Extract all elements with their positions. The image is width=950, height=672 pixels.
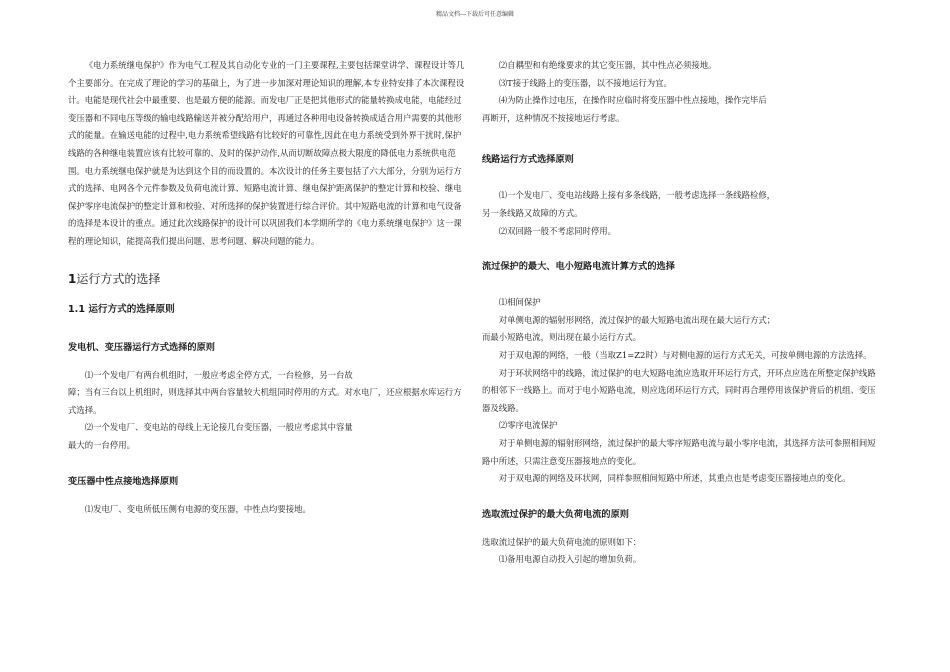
zero-sequence-p1: 对于单侧电源的辐射形网络，流过保护的最大零序短路电流与最小零序电流，其选择方法可参照相间短路中所述，只需注意变压器接地点的变化。 xyxy=(482,437,876,466)
rule-a2-rest: 最大的一台停用。 xyxy=(68,439,135,450)
phase-protection-p1-first: 对单侧电源的辐射形网络，流过保护的最大短路电流出现在最大运行方式； xyxy=(498,314,776,325)
heading-generator-transformer: 发电机、变压器运行方式选择的原则 xyxy=(68,341,215,353)
rule-b2: ⑵自耦型和有绝缘要求的其它变压器，其中性点必须接地。 xyxy=(498,60,717,70)
page-header: 精品文档---下载后可任意编辑 xyxy=(435,11,515,18)
subsection-heading: 1.1 运行方式的选择原则 xyxy=(68,303,175,315)
right-column xyxy=(482,57,880,569)
rule-a2-first: ⑵一个发电厂、变电站的母线上无论接几台变压器，一般应考虑其中容量 xyxy=(84,422,353,433)
rule-b1: ⑴发电厂、变电所低压侧有电源的变压器，中性点均要接地。 xyxy=(84,503,311,514)
left-column xyxy=(68,57,466,518)
rule-c1-rest: 另一条线路又故障的方式。 xyxy=(482,207,583,218)
rule-a1-first: ⑴一个发电厂有两台机组时，一般应考虑全停方式，一台检修，另一台故 xyxy=(84,369,353,380)
zero-sequence-p2: 对于双电源的网络及环状网，同样参照相间短路中所述，其重点也是考虑变压器接地点的变化。 xyxy=(498,473,851,484)
heading-short-circuit-current: 流过保护的最大、电小短路电流计算方式的选择 xyxy=(482,261,675,273)
heading-neutral-grounding: 变压器中性点接地选择原则 xyxy=(68,475,179,487)
rule-b4-rest: 再断开，这种情况不按接地运行考虑。 xyxy=(482,112,625,123)
rule-c1-first: ⑴一个发电厂、变电站线路上接有多条线路，一般考虑选择一条线路检修， xyxy=(498,190,776,201)
rule-b4-first: ⑷为防止操作过电压，在操作时应临时将变压器中性点接地，操作完毕后 xyxy=(498,95,767,106)
rule-c2: ⑵双回路一般不考虑同时停用。 xyxy=(498,225,617,236)
heading-max-load-current: 选取流过保护的最大负荷电流的原则 xyxy=(482,508,629,520)
phase-protection-title: ⑴相间保护 xyxy=(498,297,541,308)
phase-protection-p3: 对于环状网络中的线路，流过保护的电大短路电流应选取开环运行方式，开环点应选在所整定保护线路的相邻下一线路上。而对于电小短路电流，则应选闭环运行方式，同时再合理停用该保护背后的机组、变压器及线路。 xyxy=(482,367,876,413)
max-load-intro: 选取流过保护的最大负荷电流的原则如下： xyxy=(482,536,642,547)
phase-protection-p1-rest: 而最小短路电流，则出现在最小运行方式。 xyxy=(482,332,642,343)
rule-a1-rest: 障；当有三台以上机组时，则选择其中两台容量较大机组同时停用的方式。对水电厂，还应根据水库运行方式选择。 xyxy=(68,387,462,415)
rule-b3: ⑶T接于线路上的变压器，以不接地运行为宜。 xyxy=(498,77,672,88)
max-load-rule-1: ⑴备用电源自动投入引起的增加负荷。 xyxy=(498,554,642,565)
section-number: 1 xyxy=(68,271,77,286)
section-title: 运行方式的选择 xyxy=(76,271,161,286)
zero-sequence-title: ⑵零序电流保护 xyxy=(498,420,558,431)
intro-paragraph: 《电力系统继电保护》作为电气工程及其自动化专业的一门主要课程,主要包括课堂讲学、课程设计等几个主要部分。在完成了理论的学习的基础上，为了进一步加深对理论知识的理解,本专业特安排了本次课程设计。电能是现代社会中最重要、也是最方便的能源。而发电厂正是把其他形式的能量转换成电能，电能经过变压器和不同电压等级的输电线路输送并被分配给用户，再通过各种用电设备转换成适合用户需要的其他形式的能量。在输送电能的过程中,电力系统希望线路有比较好的可靠性,因此在电力系统受到外界干扰时,保护线路的各种继电装置应该有比较可靠的、及时的保护动作,从而切断故障点极大限度的降低电力系统供电范围。电力系统继电保护就是为达到这个目的而设置的。本次设计的任务主要包括了六大部分，分别为运行方式的选择、电网各个元件参数及负荷电流计算、短路电流计算、继电保护距离保护的整定计算和校验、继电保护零序电流保护的整定计算和校验、对所选择的保护装置进行综合评价。其中短路电流的计算和电气设备的选择是本设计的重点。通过此次线路保护的设计可以巩固我们本学期所学的《电力系统继电保护》这一课程的理论知识，能提高我们提出问题、思考问题、解决问题的能力。 xyxy=(68,60,465,246)
heading-line-operation: 线路运行方式选择原则 xyxy=(482,154,574,166)
section-heading xyxy=(68,269,466,289)
phase-protection-p2: 对于双电源的网络，一般（当取Z1=Z2时）与对侧电源的运行方式无关，可按单侧电源的方法选择。 xyxy=(498,349,872,360)
